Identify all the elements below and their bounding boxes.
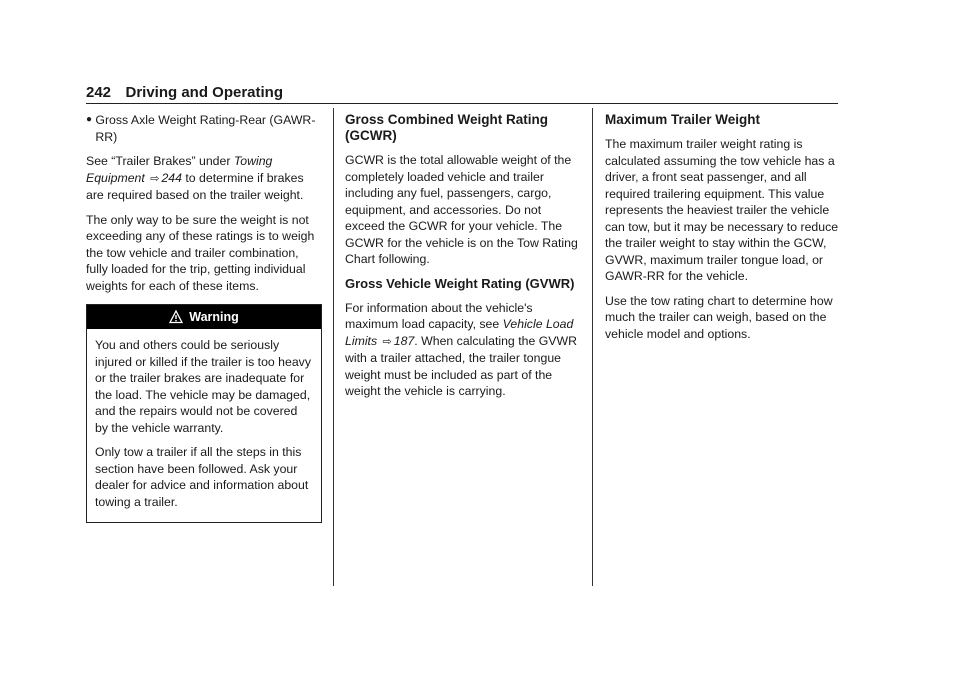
list-item <box>86 112 322 145</box>
text: to determine if brakes are required based on the trailer weight. <box>86 170 304 202</box>
header-divider <box>86 103 838 104</box>
section-title: Driving and Operating <box>125 84 283 101</box>
paragraph: GCWR is the total allowable weight of the completely loaded vehicle and trailer including any fuel, passengers, cargo, equipment, and accessories. Do not exceed the GCWR for your vehicle. The GCWR for the vehicle is on the Tow Rating Chart following. <box>345 153 578 266</box>
page-ref-icon: ⇨ <box>382 335 392 348</box>
text: See “Trailer Brakes” under <box>86 154 234 168</box>
warning-title: Warning <box>189 309 239 324</box>
paragraph <box>86 153 322 204</box>
warning-paragraph: You and others could be seriously injured or killed if the trailer is too heavy or the trailer brakes are inadequate for the load. The vehicle may be damaged, and the repairs would not be covered by the vehicle warranty. <box>95 338 311 435</box>
warning-box <box>86 304 322 523</box>
paragraph: The maximum trailer weight rating is calculated assuming the tow vehicle has a driver, a front seat passenger, and all required trailering equipment. This value represents the heaviest trailer the vehicle can tow, but it may be necessary to reduce the trailer weight to stay within the GCW, GVWR, maximum trailer tongue load, or GAWR-RR for the vehicle. <box>605 137 839 283</box>
page-reference[interactable]: 187 <box>393 333 415 348</box>
heading-max-trailer-weight: Maximum Trailer Weight <box>605 112 761 127</box>
warning-paragraph: Only tow a trailer if all the steps in this section have been followed. Ask your dealer for advice and information about towing a trailer. <box>95 445 309 509</box>
column-1 <box>86 112 322 523</box>
heading-gvwr: Gross Vehicle Weight Rating (GVWR) <box>345 275 575 291</box>
text: . When calculating the GVWR with a trailer attached, the trailer tongue weight must be included as part of the weight the vehicle is carrying. <box>345 333 577 398</box>
warning-body <box>87 329 321 522</box>
text: For information about the vehicle's maximum load capacity, see <box>345 300 533 331</box>
page-reference[interactable]: 244 <box>161 170 182 185</box>
paragraph <box>345 300 581 400</box>
bullet-icon: ● <box>86 114 93 125</box>
column-divider <box>333 108 334 586</box>
bullet-text: Gross Axle Weight Rating-Rear (GAWR-RR) <box>95 113 316 144</box>
column-divider <box>592 108 593 586</box>
warning-icon <box>169 310 183 324</box>
column-2 <box>345 112 581 408</box>
warning-header <box>87 305 321 329</box>
page-header <box>86 84 838 104</box>
column-3 <box>605 112 841 350</box>
cross-reference-link[interactable]: Towing Equipment <box>86 154 273 185</box>
cross-reference-link[interactable]: Vehicle Load Limits <box>345 317 574 348</box>
heading-gcwr: Gross Combined Weight Rating (GCWR) <box>345 112 549 143</box>
page-number: 242 <box>86 84 112 101</box>
page-ref-icon: ⇨ <box>150 172 160 185</box>
paragraph: The only way to be sure the weight is not exceeding any of these ratings is to weigh the tow vehicle and trailer combination, fully loaded for the trip, getting individual weights for each of these items. <box>86 212 315 293</box>
paragraph: Use the tow rating chart to determine how much the trailer can weigh, based on the vehicle model and options. <box>605 293 833 341</box>
